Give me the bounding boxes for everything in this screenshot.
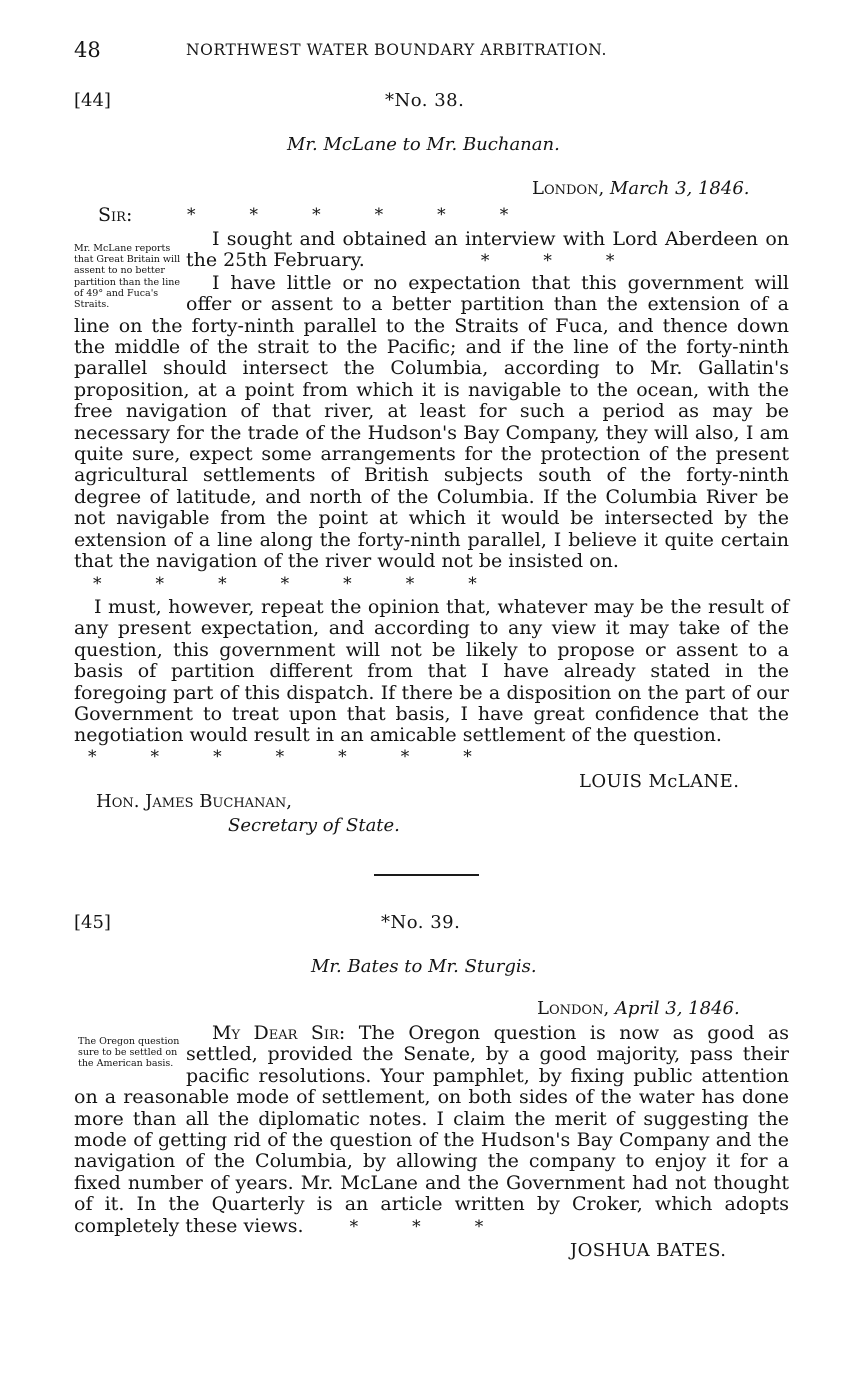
paragraph-1-38 [74, 229, 789, 573]
dateline-place: London, [537, 998, 610, 1019]
ellipsis-stars-salutation: * * * * * * [187, 205, 509, 225]
para1-stars: * * * [480, 251, 615, 272]
para-39-text: The Oregon question is now as good as settled, provided the Senate, by a good majority, pass their pacific resolutions. Your pamphlet, by fixing public attention on a reasonable mode of settlement, on both sides of the water has done more than all the diplomatic notes. I claim the merit of suggesting the mode of getting rid of the question of the Hudson's Bay Company and the navigation of the Columbia, by allowing the company to enjoy it for a fixed number of years. Mr. McLane and the Government had not thought of it. In the Quarterly is an article written by Croker, which adopts completely these views. [74, 1022, 789, 1237]
dateline-place: London, [532, 178, 605, 199]
section-divider [374, 874, 479, 876]
dateline-39 [537, 998, 740, 1019]
page-bracket-45: [45] [74, 912, 111, 933]
addressee: Hon. James Buchanan, [96, 791, 292, 812]
document-subtitle-39: Mr. Bates to Mr. Sturgis. [311, 956, 537, 977]
document-number-39: *No. 39. [381, 912, 461, 933]
signature-mclane: LOUIS McLANE. [579, 771, 740, 792]
paragraph-39 [74, 1023, 789, 1238]
para1-text: I sought and obtained an interview with Lord Aberdeen on the 25th February. [186, 228, 789, 272]
salutation-38: Sir: [98, 204, 133, 226]
para2-text: I have little or no expectation that this government will offer or assent to a better partition than the extension of a line on the forty-ninth parallel to the Straits of Fuca, and thence down the middle of the strait to the Pacific; and if the line of the forty-ninth parallel should intersect the Columbia, according to Mr. Gallatin's proposition, at a point from which it is navigable to the ocean, with the free navigation of that river, at least for such a period as may be necessary for the trade of the Hudson's Bay Company, they will also, I am quite sure, expect some arrangements for the protection of the present agricultural settlements of British subjects south of the forty-ninth degree of latitude, and north of the Columbia. If the Columbia River be not navigable from the point at which it would be intersected by the extension of a line along the forty-ninth parallel, I believe it quite certain that the navigation of the river would not be insisted on. [74, 271, 789, 573]
salutation-39: My Dear Sir: [212, 1022, 346, 1044]
dateline-date: March 3, 1846. [609, 178, 750, 199]
signature-bates: JOSHUA BATES. [570, 1240, 727, 1261]
margin-gap [74, 1023, 186, 1087]
dateline-38 [532, 178, 750, 199]
addressee-title: Secretary of State. [228, 815, 400, 836]
dateline-date: April 3, 1846. [614, 998, 740, 1019]
margin-note-39: The Oregon question sure to be settled on the American basis. [78, 1036, 180, 1070]
document-subtitle-38: Mr. McLane to Mr. Buchanan. [287, 134, 560, 155]
page-number: 48 [74, 38, 101, 62]
running-title: NORTHWEST WATER BOUNDARY ARBITRATION. [186, 41, 607, 59]
margin-note-38: Mr. McLane reports that Great Britain will assent to no better partition than the line of 49° and Fuca's Straits. [74, 243, 181, 311]
page-bracket-44: [44] [74, 90, 111, 111]
document-number-38: *No. 38. [385, 90, 465, 111]
margin-gap [74, 229, 186, 315]
ellipsis-stars-row1: * * * * * * * [93, 574, 477, 594]
para-39-stars: * * * [349, 1216, 484, 1237]
ellipsis-stars-row2: * * * * * * * [88, 747, 472, 767]
paragraph-3-38: I must, however, repeat the opinion that, whatever may be the result of any present expectation, and according to any view it may take of the question, this government will not be likely to propose or assent to a basis of partition different from that I have already stated in the foregoing part of this dispatch. If there be a disposition on the part of our Government to treat upon that basis, I have great confidence that the negotiation would result in an amicable settlement of the question. [74, 596, 789, 747]
